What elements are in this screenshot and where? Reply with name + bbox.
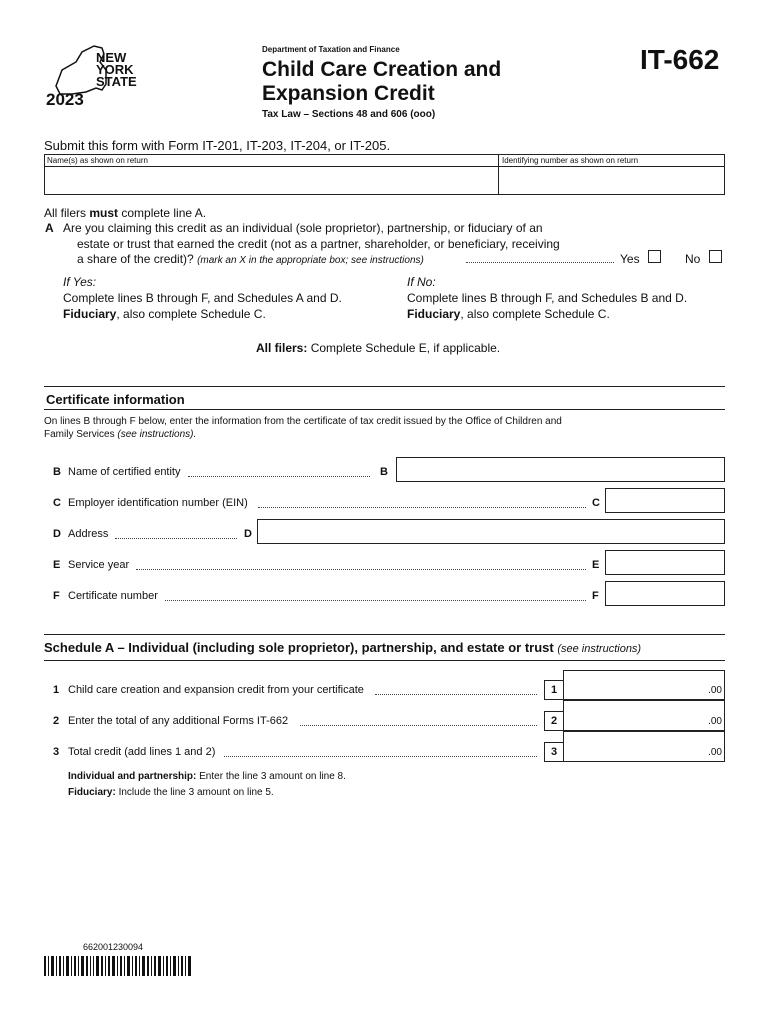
barcode-number: 662001230094: [83, 942, 144, 952]
state-name: [96, 52, 137, 88]
line-3-box-number: 3: [544, 742, 564, 762]
leader-dots: [300, 725, 537, 726]
line-b-letter: B: [53, 466, 61, 478]
line-f-box-letter: F: [592, 590, 599, 602]
certificate-heading: Certificate information: [46, 392, 185, 407]
if-no-title: If No:: [407, 275, 436, 289]
section-rule: [44, 409, 725, 410]
line-f-letter: F: [53, 590, 60, 602]
line-d-label: Address: [68, 528, 109, 540]
if-yes-title: If Yes:: [63, 275, 97, 289]
state-name-line3: STATE: [96, 74, 137, 89]
if-no-fiduciary: [407, 306, 687, 322]
section-rule: [44, 386, 725, 387]
section-rule: [44, 634, 725, 635]
schedule-a-heading: [44, 640, 641, 655]
line-2-box-number: 2: [544, 711, 564, 731]
line-1-label: Child care creation and expansion credit from your certificate: [68, 684, 364, 696]
line-1-box-number: 1: [544, 680, 564, 700]
id-field-label: Identifying number as shown on return: [502, 156, 639, 165]
note-individual-partnership: [68, 769, 346, 785]
all-filers-bold: All filers:: [256, 341, 308, 355]
note1-rest: Enter the line 3 amount on line 8.: [196, 771, 346, 782]
leader-dots: [136, 569, 586, 570]
if-no-line1: Complete lines B through F, and Schedules B and D.: [407, 291, 688, 305]
submit-instructions: Submit this form with Form IT-201, IT-203, IT-204, or IT-205.: [44, 138, 391, 153]
line-a-question-3: [77, 252, 424, 266]
line-a-letter: A: [45, 221, 54, 235]
ein-input[interactable]: [605, 488, 725, 513]
line-e-label: Service year: [68, 559, 130, 571]
certificate-description: [44, 415, 562, 441]
yes-label: Yes: [620, 252, 640, 266]
if-no-instructions: [407, 274, 687, 322]
line-3-amount: .00: [708, 747, 722, 758]
leader-dots: [165, 600, 586, 601]
yes-checkbox[interactable]: [648, 250, 661, 263]
all-filers-schedule-e: [256, 341, 500, 355]
leader-dots: [224, 756, 537, 757]
schedule-a-notes: [68, 769, 346, 801]
tax-law-reference: Tax Law – Sections 48 and 606 (ooo): [262, 109, 436, 120]
form-number: IT-662: [640, 44, 720, 75]
address-input[interactable]: [257, 519, 725, 544]
state-name-line1: NEW: [96, 50, 127, 65]
certified-entity-input[interactable]: [396, 457, 725, 482]
form-title: [262, 58, 501, 106]
department-name: Department of Taxation and Finance: [262, 45, 400, 54]
line-1-number: 1: [53, 684, 60, 696]
certificate-desc-line2: [44, 428, 562, 441]
line-2-label: Enter the total of any additional Forms IT-662: [68, 715, 289, 727]
line-c-box-letter: C: [592, 497, 600, 509]
all-filers-rest: Complete Schedule E, if applicable.: [307, 341, 501, 355]
no-checkbox[interactable]: [709, 250, 722, 263]
state-name-line2: YORK: [96, 62, 134, 77]
id-number-input[interactable]: [500, 168, 723, 193]
if-yes-instructions: [63, 274, 342, 322]
tax-year: 2023: [46, 90, 84, 109]
note2-bold: Fiduciary:: [68, 787, 116, 798]
if-yes-line1: Complete lines B through F, and Schedules A and D.: [63, 291, 342, 305]
form-title-line1: Child Care Creation and: [262, 58, 502, 81]
line-3-label: Total credit (add lines 1 and 2): [68, 746, 216, 758]
name-input[interactable]: [46, 168, 496, 193]
line-3-number: 3: [53, 746, 60, 758]
line-a-note: (mark an X in the appropriate box; see instructions): [197, 255, 424, 266]
certificate-number-input[interactable]: [605, 581, 725, 606]
leader-dots: [375, 694, 537, 695]
note2-rest: Include the line 3 amount on line 5.: [115, 787, 274, 798]
line-e-letter: E: [53, 559, 61, 571]
leader-dots: [115, 538, 237, 539]
if-no-fiduciary-rest: , also complete Schedule C.: [460, 307, 610, 321]
schedule-a-heading-note: (see instructions): [557, 643, 642, 655]
divider: [44, 166, 725, 167]
line-d-box-letter: D: [244, 528, 252, 540]
note-fiduciary: [68, 785, 346, 801]
if-yes-fiduciary-rest: , also complete Schedule C.: [116, 307, 266, 321]
line-a-question-2: estate or trust that earned the credit (not as a partner, shareholder, or beneficiary, receiving: [77, 237, 560, 251]
service-year-input[interactable]: [605, 550, 725, 575]
intro-suffix: complete line A.: [118, 206, 207, 220]
leader-dots: [466, 262, 614, 263]
line-2-amount: .00: [708, 716, 722, 727]
line-c-letter: C: [53, 497, 61, 509]
line-a-question-1: Are you claiming this credit as an individual (sole proprietor), partnership, or fiduciary of an: [63, 221, 543, 235]
intro-must: must: [89, 206, 119, 220]
if-yes-fiduciary: [63, 306, 342, 322]
line-a-question-3-text: a share of the credit)?: [77, 252, 194, 266]
all-filers-instruction: [44, 206, 206, 220]
leader-dots: [188, 476, 370, 477]
line-e-box-letter: E: [592, 559, 600, 571]
schedule-a-heading-text: Schedule A – Individual (including sole proprietor), partnership, and estate or trust: [44, 640, 554, 655]
line-c-label: Employer identification number (EIN): [68, 497, 248, 509]
certificate-desc-line1: On lines B through F below, enter the information from the certificate of tax credit issued by the Office of Children and: [44, 416, 562, 427]
line-1-amount: .00: [708, 685, 722, 696]
form-title-line2: Expansion Credit: [262, 82, 435, 105]
note1-bold: Individual and partnership:: [68, 771, 197, 782]
barcode: [44, 956, 194, 976]
no-label: No: [685, 252, 701, 266]
intro-prefix: All filers: [44, 206, 90, 220]
name-field-label: Name(s) as shown on return: [47, 156, 148, 165]
certificate-desc-line2-text: Family Services: [44, 429, 115, 440]
line-2-number: 2: [53, 715, 60, 727]
certificate-desc-note: (see instructions).: [117, 429, 197, 440]
line-b-label: Name of certified entity: [68, 466, 181, 478]
if-yes-fiduciary-bold: Fiduciary: [63, 307, 117, 321]
line-d-letter: D: [53, 528, 61, 540]
divider: [498, 154, 499, 195]
line-f-label: Certificate number: [68, 590, 158, 602]
section-rule: [44, 660, 725, 661]
leader-dots: [258, 507, 586, 508]
line-b-box-letter: B: [380, 466, 388, 478]
if-no-fiduciary-bold: Fiduciary: [407, 307, 461, 321]
